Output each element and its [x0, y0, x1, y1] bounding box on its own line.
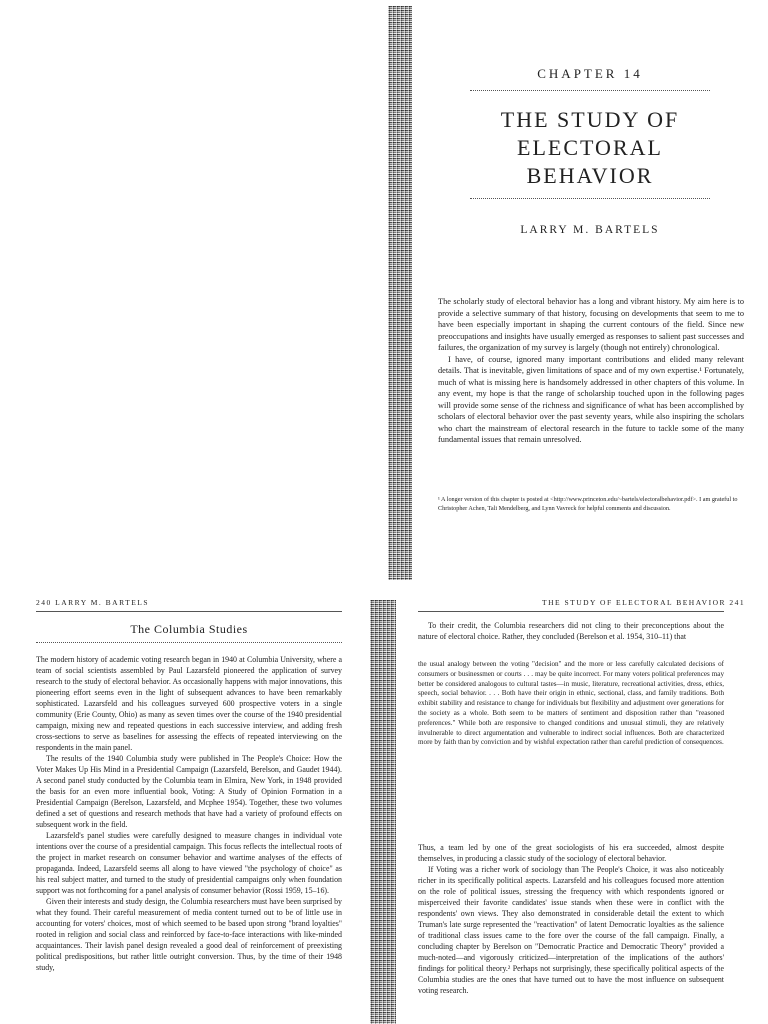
chapter-title: [470, 106, 710, 190]
right-page-body: [418, 842, 724, 996]
left-paragraph-2: The results of the 1940 Columbia study were published in The People's Choice: How the Voter Makes Up His Mind in a Presidential Campaign (Lazarsfeld, Berelson, and Gaudet 1944). A second panel study conducted by the Columbia team in Elmira, New York, in 1948 provided the basis for an even more influential book, Voting: A Study of Opinion Formation in a Presidential Campaign (Berelson, Lazarsfeld, and Mcphee 1954). Together, these two volumes defined a set of questions and research methods that have had a variety of profound effects on subsequent work in the field.: [36, 754, 342, 829]
header-rule-left: [36, 611, 342, 612]
left-paragraph-1: The modern history of academic voting research began in 1940 at Columbia University, where a team of social scientists assembled by Paul Lazarsfeld pioneered the application of survey research to the study of electoral behavior. As occasionally happens with major innovations, this pioneering effort seems even in the light of subsequent advances to have been remarkably sophisticated. Lazarsfeld and his colleagues surveyed 600 prospective voters in a single community (Erie County, Ohio) as many as seven times over the course of the 1940 presidential campaign, mixing new and repeated questions in each successive interview, and adding fresh cross-sections to serve as baselines for assessing the effects of repeated interviewing on the respondents in the main panel.: [36, 655, 342, 752]
left-page-body: [36, 654, 342, 973]
intro-text: [438, 296, 744, 446]
book-spine-shadow: [388, 6, 412, 580]
dotted-rule-lower: [470, 198, 710, 199]
running-head-left: 240 LARRY M. BARTELS: [36, 598, 150, 607]
chapter-author: LARRY M. BARTELS: [520, 224, 660, 236]
block-quote: the usual analogy between the voting "decision" and the more or less carefully calculated decisions of consumers or businessmen or courts . . . may be quite incorrect. For many voters political preferences may better be considered analogous to cultural tastes—in music, literature, recreational activities, dress, ethics, speech, social behavior. . . . Both have their origin in ethnic, sectional, class, and family traditions. Both exhibit stability and resistance to change for individuals but flexibility and adjustment over generations for the society as a whole. Both seem to be matters of sentiment and disposition rather than "reasoned preferences." While both are responsive to changed conditions and unusual stimuli, they are relatively invulnerable to direct argumentation and vulnerable to indirect social influences. Both are characterized more by faith than by conviction and by wishful expectation rather than careful prediction of consequences.: [418, 660, 724, 747]
header-rule-right: [418, 611, 724, 612]
book-spine-shadow-lower: [370, 600, 396, 1024]
chapter-title-line-2: ELECTORAL: [517, 135, 663, 160]
right-paragraph-1: To their credit, the Columbia researchers did not cling to their preconceptions about the nature of electoral choice. Rather, they concluded (Berelson et al. 1954, 310–11) that: [418, 621, 724, 641]
running-head-right: THE STUDY OF ELECTORAL BEHAVIOR 241: [542, 598, 746, 607]
section-dotted-rule: [36, 642, 342, 643]
right-paragraph-2: Thus, a team led by one of the great sociologists of his era succeeded, almost despite themselves, in producing a classic study of the sociology of electoral behavior.: [418, 843, 724, 863]
chapter-title-line-3: BEHAVIOR: [526, 163, 654, 188]
chapter-title-line-1: THE STUDY OF: [500, 107, 680, 132]
right-page-intro: [418, 620, 724, 642]
chapter-label: CHAPTER 14: [537, 66, 643, 81]
intro-paragraph-1: The scholarly study of electoral behavior has a long and vibrant history. My aim here is to provide a selective summary of that history, focusing on developments that seem to me to have been especially important in shaping the current contours of the field. Since new preoccupations and insights have usually emerged as responses to salient past successes and failures, the organization of my survey is largely (though not entirely) chronological.: [438, 297, 744, 352]
section-title: The Columbia Studies: [130, 622, 248, 636]
right-paragraph-3: If Voting was a richer work of sociology than The People's Choice, it was also noticeably richer in its specifically political aspects. Lazarsfeld and his colleagues focused more attention on the role of political issues, stressing the frequency with which respondents ignored or misperceived their favorite candidates' issue stands when these were in conflict with the respondents' own views. They also demonstrated in considerable detail the extent to which Truman's late surge represented the "reactivation" of latent Democratic loyalties as the salience of traditional class issues came to the fore over the course of the fall campaign. Finally, a concluding chapter by Berelson on "Democratic Practice and Democratic Theory" provided a much-noted—and vigorously criticized—interpretation of the implications of the authors' findings for political theory.² Perhaps not surprisingly, these specifically political aspects of the Columbia studies are the ones that have turned out to have the most influence on subsequent voting research.: [418, 865, 724, 995]
left-paragraph-3: Lazarsfeld's panel studies were carefully designed to measure changes in individual vote intentions over the course of a presidential campaign. This focus reflects the intellectual roots of the project in market research on consumer behavior and wartime analyses of the effects of propaganda. Indeed, Lazarsfeld seems all along to have viewed "the psychology of choice" as his real subject matter, and turned to the study of presidential campaigns only when foundation support was not forthcoming for a panel analysis of consumer behavior (Rossi 1959, 15–16).: [36, 831, 342, 895]
intro-paragraph-2: I have, of course, ignored many important contributions and elided many relevant details. That is inevitable, given limitations of space and of my own expertise.¹ Fortunately, much of what is missing here is handsomely addressed in other chapters of this volume. In any event, my hope is that the range of scholarship touched upon in the following pages will provide some sense of the richness and significance of what has been accomplished by scholars of electoral behavior over the past seventy years, while also inspiring the scholars who chart the mainstream of electoral research in the future to tackle some of the many fundamental issues that remain unresolved.: [438, 354, 744, 444]
left-paragraph-4: Given their interests and study design, the Columbia researchers must have been surprised by what they found. Their careful measurement of media content turned out to be of little use in accounting for voters' choices, most of which seemed to be based upon strong "brand loyalties" rooted in religion and social class and reinforced by face-to-face interactions with like-minded acquaintances. Their lavish panel design revealed a good deal of reinforcement of preexisting political predispositions, but rather little outright conversion. Thus, by the time of their 1948 study,: [36, 897, 342, 972]
dotted-rule-upper: [470, 90, 710, 91]
footnote: ¹ A longer version of this chapter is posted at <http://www.princeton.edu/~bartels/electoralbehavior.pdf>. I am grateful to Christopher Achen, Tali Mendelberg, and Lynn Vavreck for helpful comments and discussion.: [438, 496, 738, 512]
